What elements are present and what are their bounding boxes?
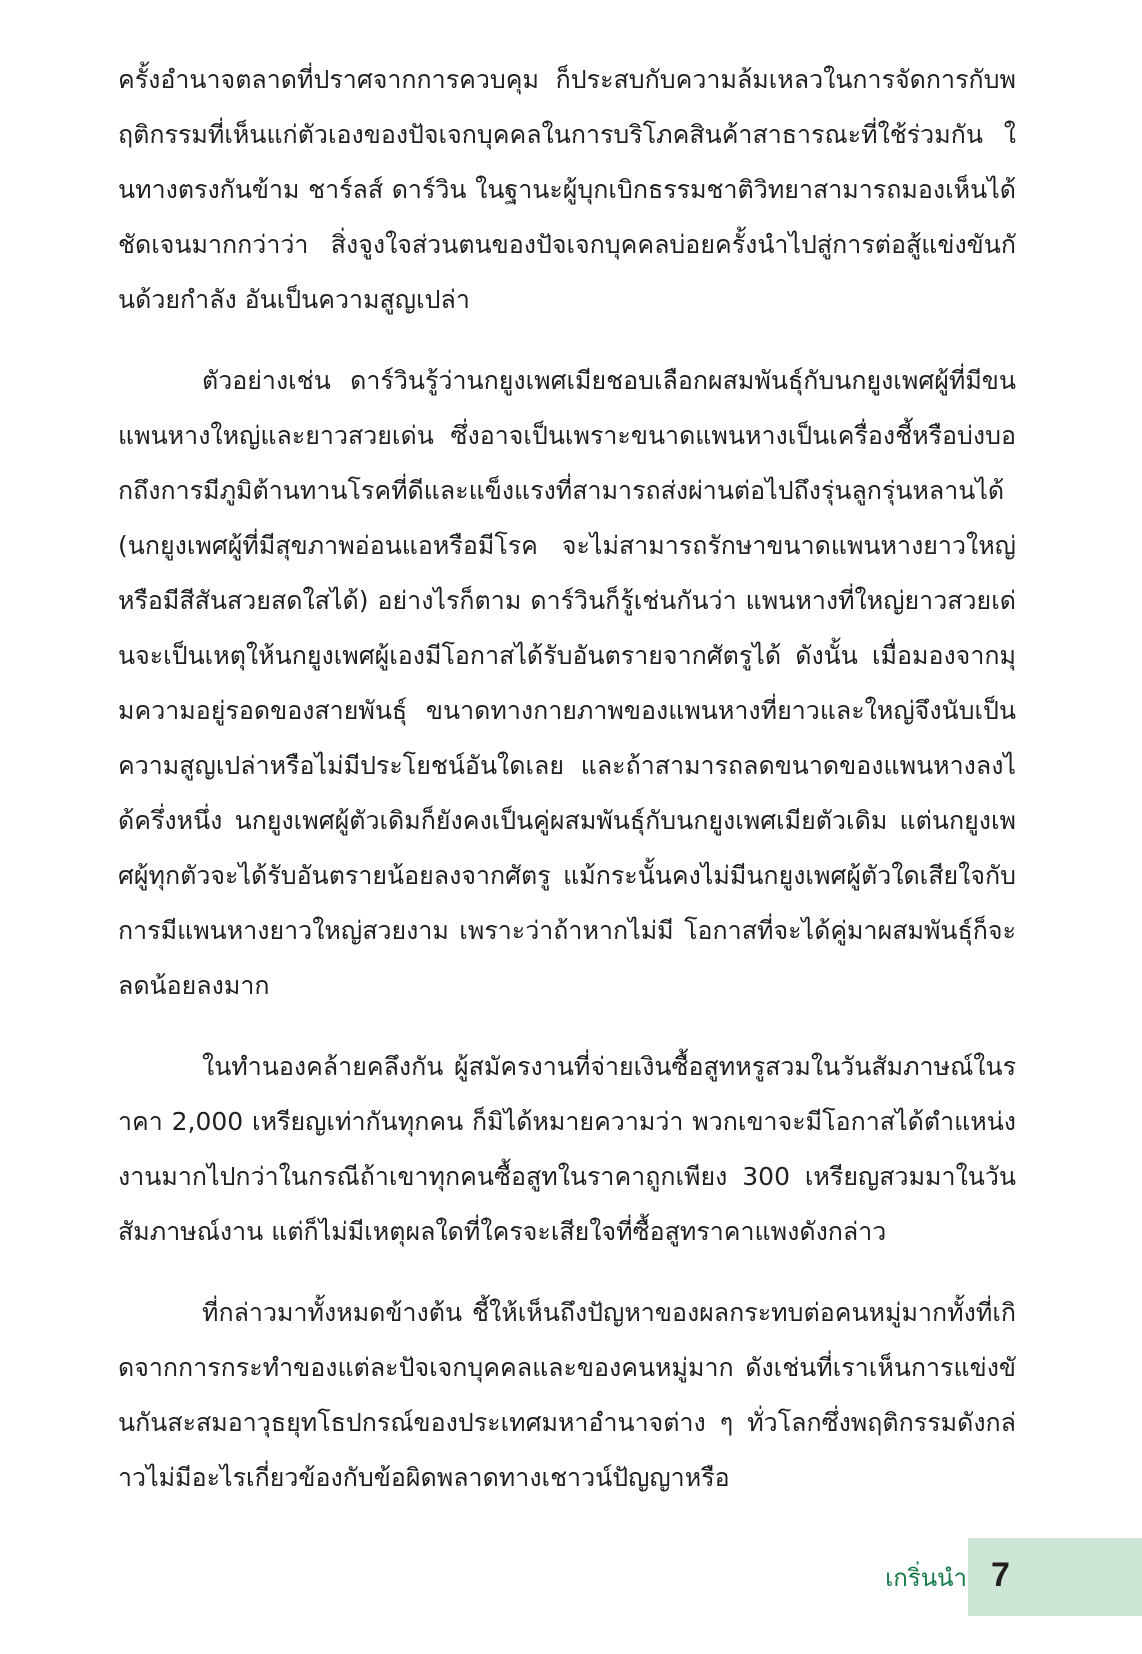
page-body [118, 52, 1016, 1505]
paragraph-2: ตัวอย่างเช่น ดาร์วินรู้ว่านกยูงเพศเมียชอบเลือกผสมพันธุ์กับนกยูงเพศผู้ที่มีขนแพนหางใหญ่และยาวสวยเด่น ซึ่งอาจเป็นเพราะขนาดแพนหางเป็นเครื่องชี้หรือบ่งบอกถึงการมีภูมิต้านทานโรคที่ดีและแข็งแรงที่สามารถส่งผ่านต่อไปถึงรุ่นลูกรุ่นหลานได้ (นกยูงเพศผู้ที่มีสุขภาพอ่อนแอหรือมีโรค จะไม่สามารถรักษาขนาดแพนหางยาวใหญ่หรือมีสีสันสวยสดใสได้) อย่างไรก็ตาม ดาร์วินก็รู้เช่นกันว่า แพนหางที่ใหญ่ยาวสวยเด่นจะเป็นเหตุให้นกยูงเพศผู้เองมีโอกาสได้รับอันตรายจากศัตรูได้ ดังนั้น เมื่อมองจากมุมความอยู่รอดของสายพันธุ์ ขนาดทางกายภาพของแพนหางที่ยาวและใหญ่จึงนับเป็นความสูญเปล่าหรือไม่มีประโยชน์อันใดเลย และถ้าสามารถลดขนาดของแพนหางลงได้ครึ่งหนึ่ง นกยูงเพศผู้ตัวเดิมก็ยังคงเป็นคู่ผสมพันธุ์กับนกยูงเพศเมียตัวเดิม แต่นกยูงเพศผู้ทุกตัวจะได้รับอันตรายน้อยลงจากศัตรู แม้กระนั้นคงไม่มีนกยูงเพศผู้ตัวใดเสียใจกับการมีแพนหางยาวใหญ่สวยงาม เพราะว่าถ้าหากไม่มี โอกาสที่จะได้คู่มาผสมพันธุ์ก็จะลดน้อยลงมาก [118, 366, 1016, 1000]
paragraph-1: ครั้งอำนาจตลาดที่ปราศจากการควบคุม ก็ประสบกับความล้มเหลวในการจัดการกับพฤติกรรมที่เห็นแก่ตัวเองของปัจเจกบุคคลในการบริโภคสินค้าสาธารณะที่ใช้ร่วมกัน ในทางตรงกันข้าม ชาร์ลส์ ดาร์วิน ในฐานะผู้บุกเบิกธรรมชาติวิทยาสามารถมองเห็นได้ชัดเจนมากกว่าว่า สิ่งจูงใจส่วนตนของปัจเจกบุคคลบ่อยครั้งนำไปสู่การต่อสู้แข่งขันกันด้วยกำลัง อันเป็นความสูญเปล่า [118, 65, 1016, 314]
paragraph-3: ในทำนองคล้ายคลึงกัน ผู้สมัครงานที่จ่ายเงินซื้อสูทหรูสวมในวันสัมภาษณ์ในราคา 2,000 เหรียญเท่ากันทุกคน ก็มิได้หมายความว่า พวกเขาจะมีโอกาสได้ตำแหน่งงานมากไปกว่าในกรณีถ้าเขาทุกคนซื้อสูทในราคาถูกเพียง 300 เหรียญสวมมาในวันสัมภาษณ์งาน แต่ก็ไม่มีเหตุผลใดที่ใครจะเสียใจที่ซื้อสูทราคาแพงดังกล่าว [118, 1052, 1016, 1246]
page-number: 7 [991, 1556, 1010, 1594]
section-title: เกริ่นนำ [885, 1564, 967, 1592]
paragraph-4: ที่กล่าวมาทั้งหมดข้างต้น ชี้ให้เห็นถึงปัญหาของผลกระทบต่อคนหมู่มากทั้งที่เกิดจากการกระทำของแต่ละปัจเจกบุคคลและของคนหมู่มาก ดังเช่นที่เราเห็นการแข่งขันกันสะสมอาวุธยุทโธปกรณ์ของประเทศมหาอำนาจต่าง ๆ ทั่วโลกซึ่งพฤติกรรมดังกล่าวไม่มีอะไรเกี่ยวข้องกับข้อผิดพลาดทางเชาวน์ปัญญาหรือ [118, 1298, 1016, 1492]
